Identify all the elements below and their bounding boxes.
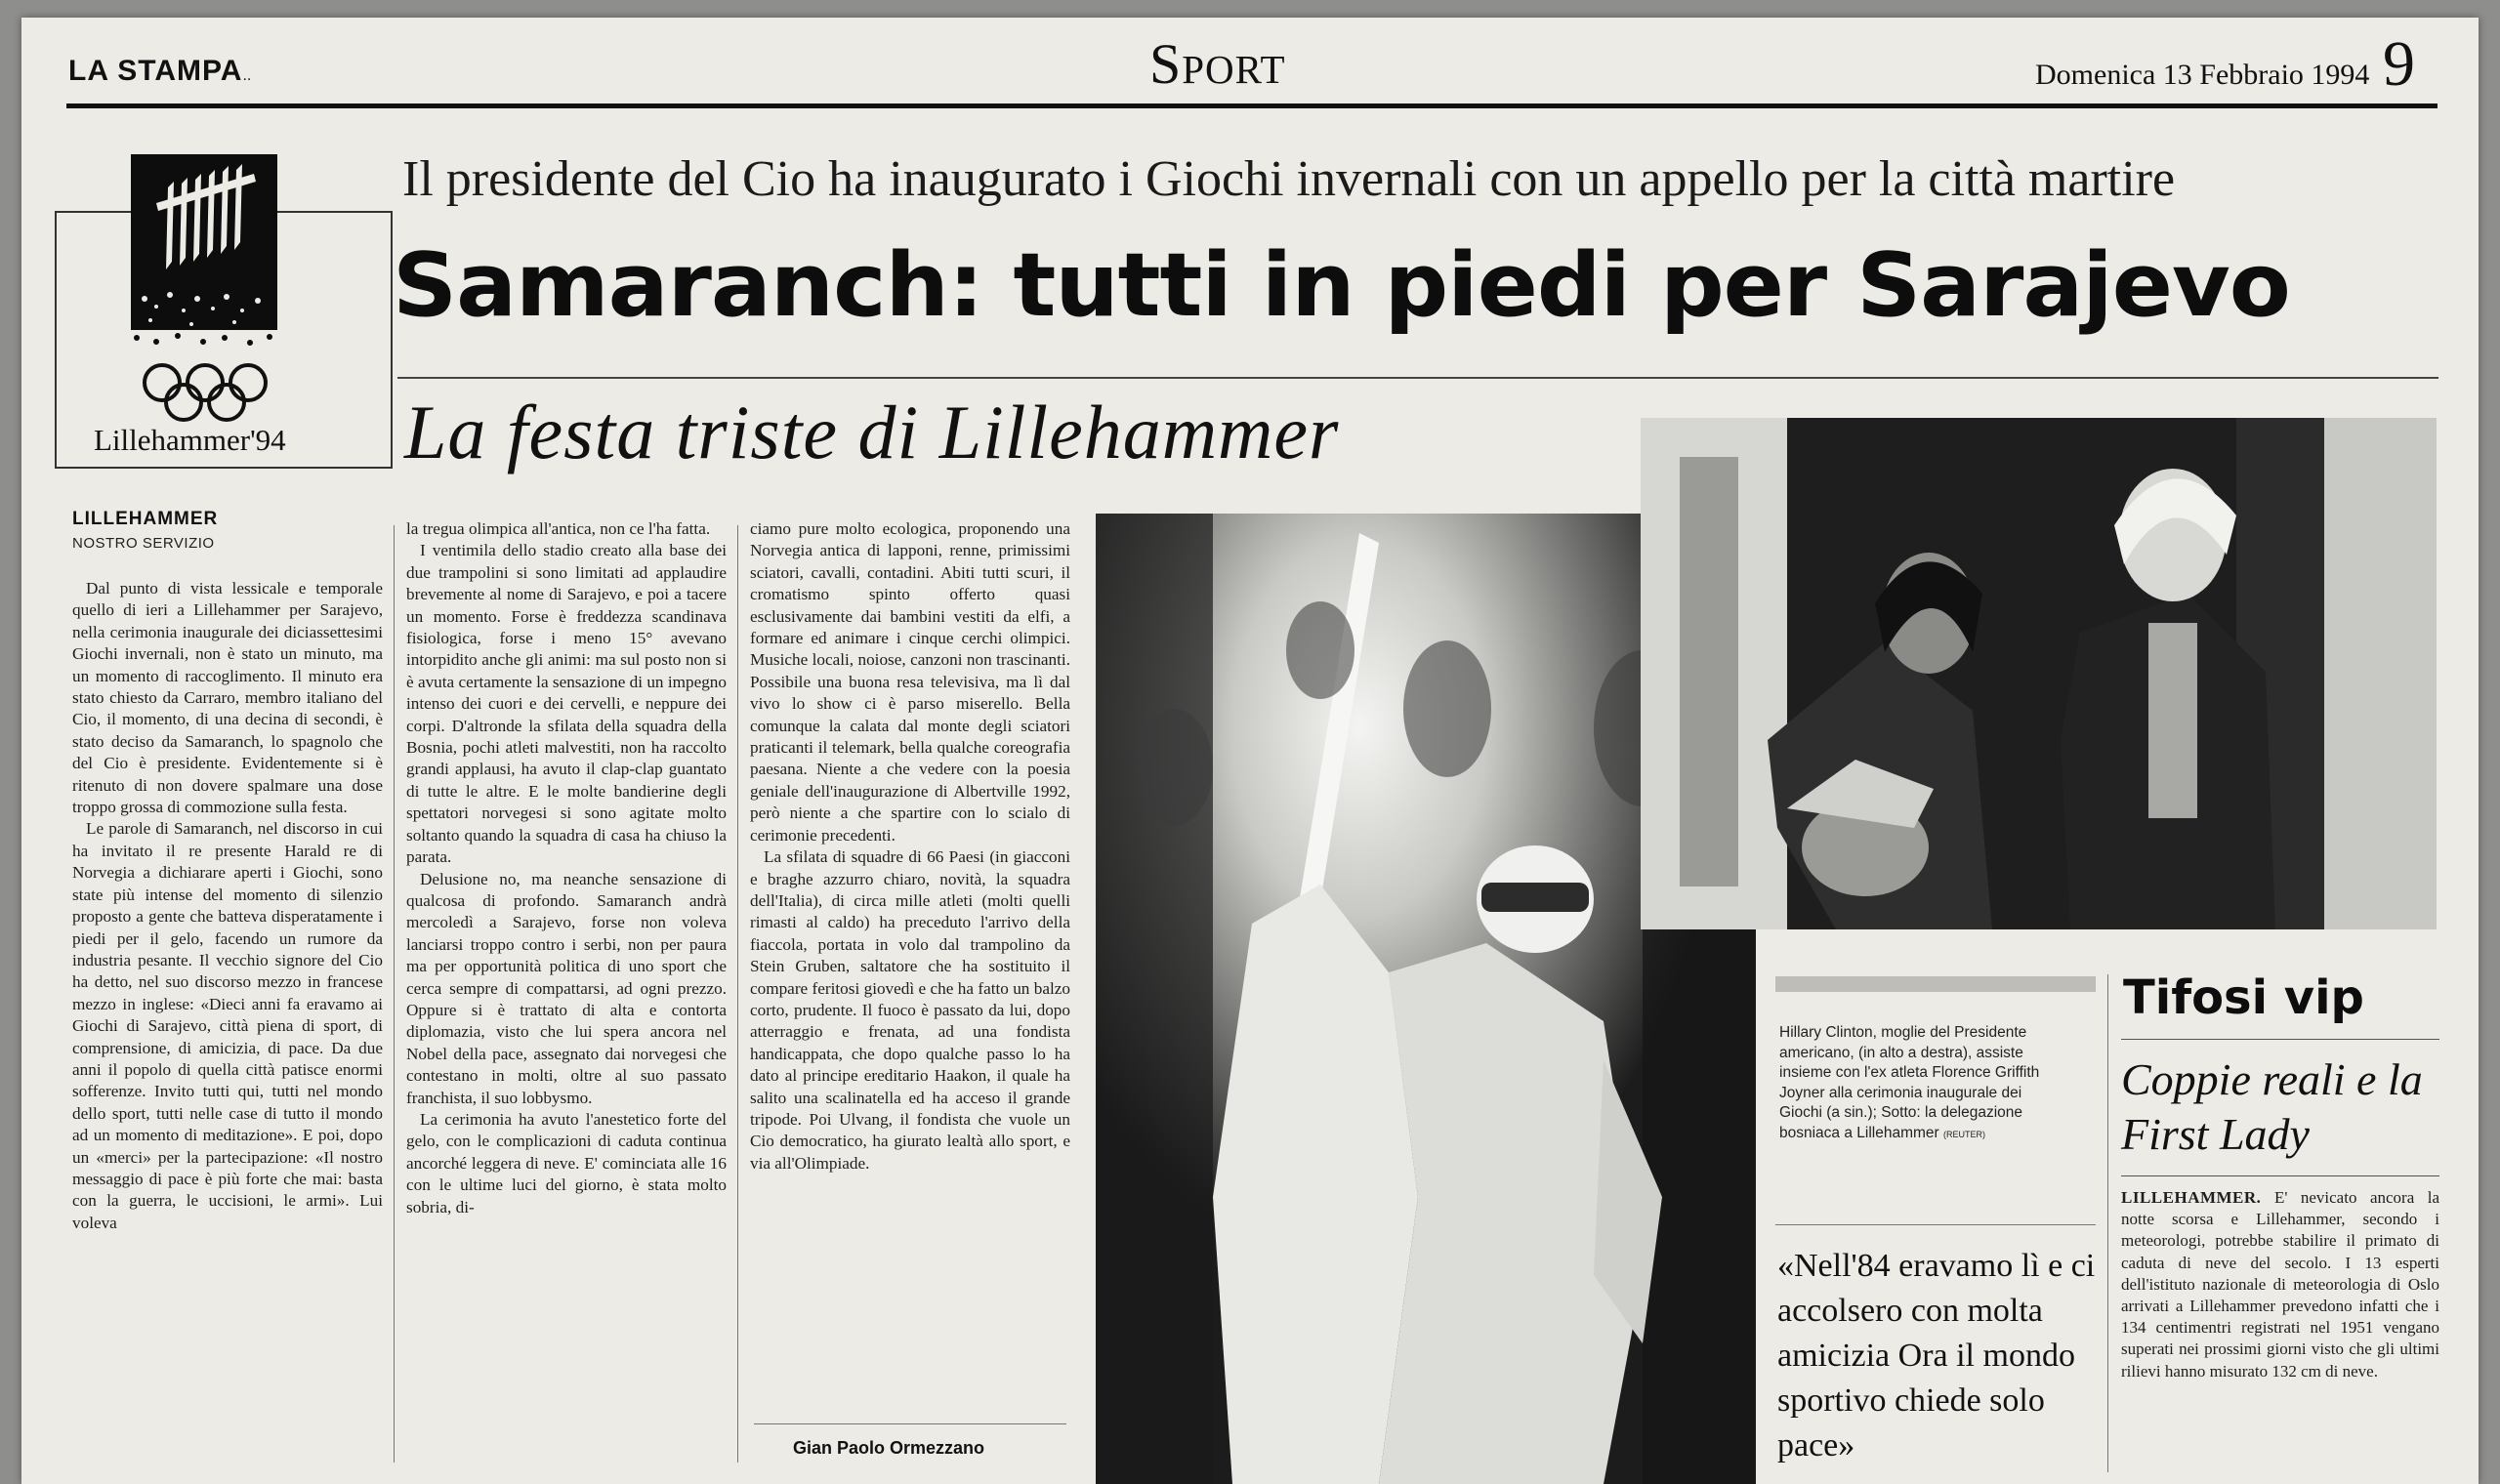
article-paragraph: La sfilata di squadre di 66 Paesi (in giacconi e braghe azzurro chiaro, novità, la squadra dell'Italia), di circa mille atleti (molti quelli rimasti al caldo) ha preceduto l'arrivo della fiaccola, portata in volo dal trampolino da Stein Gruben, saltatore che ha sostituito il compare feritosi giovedì e che ha fatto un balzo corto, prudente. Il fuoco è passato da lui, dopo atterraggio e frenata, ad una fondista handicappata, che dopo qualche passo lo ha dato al principe ereditario Haakon, il quale ha salito una scalinatella ed ha acceso il grande tripode. Poi Ulvang, il fondista che vuole un Cio democratico, ha giurato lealtà allo sport, e via all'Olimpiade. <box>750 847 1070 1173</box>
article-column-2 <box>406 518 727 1470</box>
article-paragraph: I ventimila dello stadio creato alla base dei due trampolini si sono limitati ad applaudire brevemente al nome di Sarajevo, e poi a tacere un momento. Forse è freddezza scandinava fisiologica, forse i meno 15° avevano intorpidito anche gli animi: ma sul posto non si è avuta certamente la sensazione di un impegno intenso dei cuori e dei cervelli, e neppure dei corpi. D'altronde la sfilata della squadra della Bosnia, pochi atleti malvestiti, non ha raccolto grandi applausi, ha avuto il clap-clap guantato di tutte le altre. E le molte bandierine degli spettatori norvegesi si sono agitate molto soltanto quando la squadra di casa ha chiuso la parata. <box>406 541 727 867</box>
caption-bar <box>1775 976 2096 992</box>
article-column-3 <box>750 518 1070 1424</box>
column-divider <box>394 525 395 1463</box>
article-paragraph: Delusione no, ma neanche sensazione di qualcosa di profondo. Samaranch andrà mercoledì a Sarajevo, forse non voleva lanciarsi troppo contro i serbi, non per paura ma per opportunità politica di uno sport che cerca sempre di compattarsi, ad ogni prezzo. Oppure si è trattato di alta e contorta diplomazia, visto che lui spera ancora nel Nobel della pace, assegnato dai norvegesi che contestano in molti, oltre al suo passato franchista, il suo lobbysmo. <box>406 869 727 1107</box>
article-paragraph: Le parole di Samaranch, nel discorso in cui ha invitato il re presente Harald re di Norvegia a dichiarare aperti i Giochi, sono state più intense del momento di silenzio proposto a gente che batteva disperatamente i piedi per il gelo, facendo un rumore da industria pesante. Il vecchio signore del Cio ha detto, nel suo discorso mezzo in francese mezzo in inglese: «Dieci anni fa eravamo ai Giochi di Sarajevo, città piena di sport, di comprensione, di amicizia, di pace. Da due anni il popolo di quella città patisce enormi sofferenze. Invito tutti qui, tutti nel mondo dello sport, tutti nelle case di tutto il mondo ad un momento di meditazione». E poi, dopo un «merci» per la partecipazione: «Il nostro messaggio di pace è più forte che mai: basta con la guerra, le uccisioni, le armi». Lui voleva <box>72 819 383 1232</box>
article-service: NOSTRO SERVIZIO <box>72 535 215 552</box>
olympic-rings-graphic <box>139 359 275 428</box>
hillary-clinton-photo <box>1641 418 2437 929</box>
logo-caption: Lillehammer'94 <box>94 423 286 457</box>
sidebar-text: E' nevicato ancora la notte scorsa e Lillehammer, secondo i meteorologi, potrebbe stabilire il primato di caduta di neve del secolo. I 13 esperti dell'istituto nazionale di meteorologia di Oslo arrivati a Lillehammer prevedono infatti che i 134 centimentri registrati nel 1951 vengano superati nei prossimi giorni visto che gli ultimi rilievi hanno misurato 132 cm di neve. <box>2121 1188 2439 1381</box>
article-column-1 <box>72 578 383 1470</box>
headline-kicker: Il presidente del Cio ha inaugurato i Giochi invernali con un appello per la città martire <box>402 151 2176 207</box>
lillehammer-logo-graphic <box>127 152 283 348</box>
page-number: 9 <box>2383 28 2415 100</box>
sidebar-rule-2 <box>2121 1175 2439 1176</box>
photo-credit: (REUTER) <box>1943 1129 1986 1139</box>
article-paragraph: La cerimonia ha avuto l'anestetico forte del gelo, con le complicazioni di caduta continua ancorché leggera di neve. E' cominciata alle 16 con le ultime luci del giorno, è stata molto sobria, di- <box>406 1109 727 1216</box>
quote-rule <box>1775 1224 2096 1225</box>
photo-caption <box>1779 1023 2041 1144</box>
byline-rule <box>754 1423 1066 1424</box>
article-paragraph: Dal punto di vista lessicale e temporale quello di ieri a Lillehammer per Sarajevo, nella cerimonia inaugurale dei diciassettesimi Giochi invernali, non è stato un minuto, ma un momento di raccoglimento. Il minuto era stato chiesto da Carraro, membro italiano del Cio, il momento, di una decina di secondi, è stato deciso da Samaranch, lo spagnolo che del Cio è presidente. Evidentemente si è ritenuto di non dovere spalmare una dose troppo grossa di commozione sulla festa. <box>72 579 383 817</box>
headline: Samaranch: tutti in piedi per Sarajevo <box>393 234 2290 337</box>
article-byline: Gian Paolo Ormezzano <box>793 1438 985 1458</box>
hillary-clinton-image <box>1641 418 2437 929</box>
photo-caption-text: Hillary Clinton, moglie del Presidente americano, (in alto a destra), assiste insieme con l'ex atleta Florence Griffith Joyner alla cerimonia inaugurale dei Giochi (a sin.); Sotto: la delegazione bosniaca a Lillehammer <box>1779 1024 2040 1141</box>
sidebar-paragraph <box>2121 1187 2439 1382</box>
subheadline: La festa triste di Lillehammer <box>404 390 1340 474</box>
newspaper-page <box>21 18 2479 1484</box>
sidebar-rule <box>2121 1039 2439 1040</box>
article-paragraph: ciamo pure molto ecologica, proponendo una Norvegia antica di lapponi, renne, primissimi sciatori, cavalli, contadini. Abiti tutti scuri, il cromatismo spinto offerto quasi esclusivamente dai bambini vestiti da elfi, a formare ed animare i cinque cerchi olimpici. Musiche locali, noiose, canzoni non trascinanti. Possibile una buona resa televisiva, ma lì dal vivo lo show ci è parso miserello. Bella comunque la calata dal monte degli sciatori praticanti il telemark, bella qualche coreografia paesana. Niente a che vedere con la poesia geniale dell'inaugurazione di Albertville 1992, però niente a che spartire con lo scialo di cerimonie precedenti. <box>750 519 1070 845</box>
article-paragraph: la tregua olimpica all'antica, non ce l'ha fatta. <box>406 519 711 538</box>
article-dateline: LILLEHAMMER <box>72 509 219 529</box>
issue-date: Domenica 13 Febbraio 1994 <box>2035 59 2370 91</box>
masthead-rule <box>66 103 2438 108</box>
sidebar-dateline: LILLEHAMMER. <box>2121 1188 2262 1207</box>
newspaper-name-text: LA STAMPA <box>68 55 243 87</box>
column-divider <box>2107 974 2108 1472</box>
sidebar-title: Tifosi vip <box>2123 970 2364 1025</box>
newspaper-name <box>68 55 251 88</box>
sidebar-body <box>2121 1187 2439 1480</box>
section-title: Sport <box>1149 32 1286 96</box>
olympic-rings-icon <box>139 359 275 428</box>
newspaper-name-dots: .. <box>242 67 252 84</box>
sidebar-subtitle: Coppie reali e la First Lady <box>2121 1054 2423 1159</box>
column-divider <box>737 525 738 1463</box>
lillehammer-logo <box>127 152 283 348</box>
pull-quote: «Nell'84 eravamo lì e ci accolsero con molta amicizia Ora il mondo sportivo chiede solo pace» <box>1777 1248 2096 1463</box>
headline-rule <box>397 377 2438 379</box>
